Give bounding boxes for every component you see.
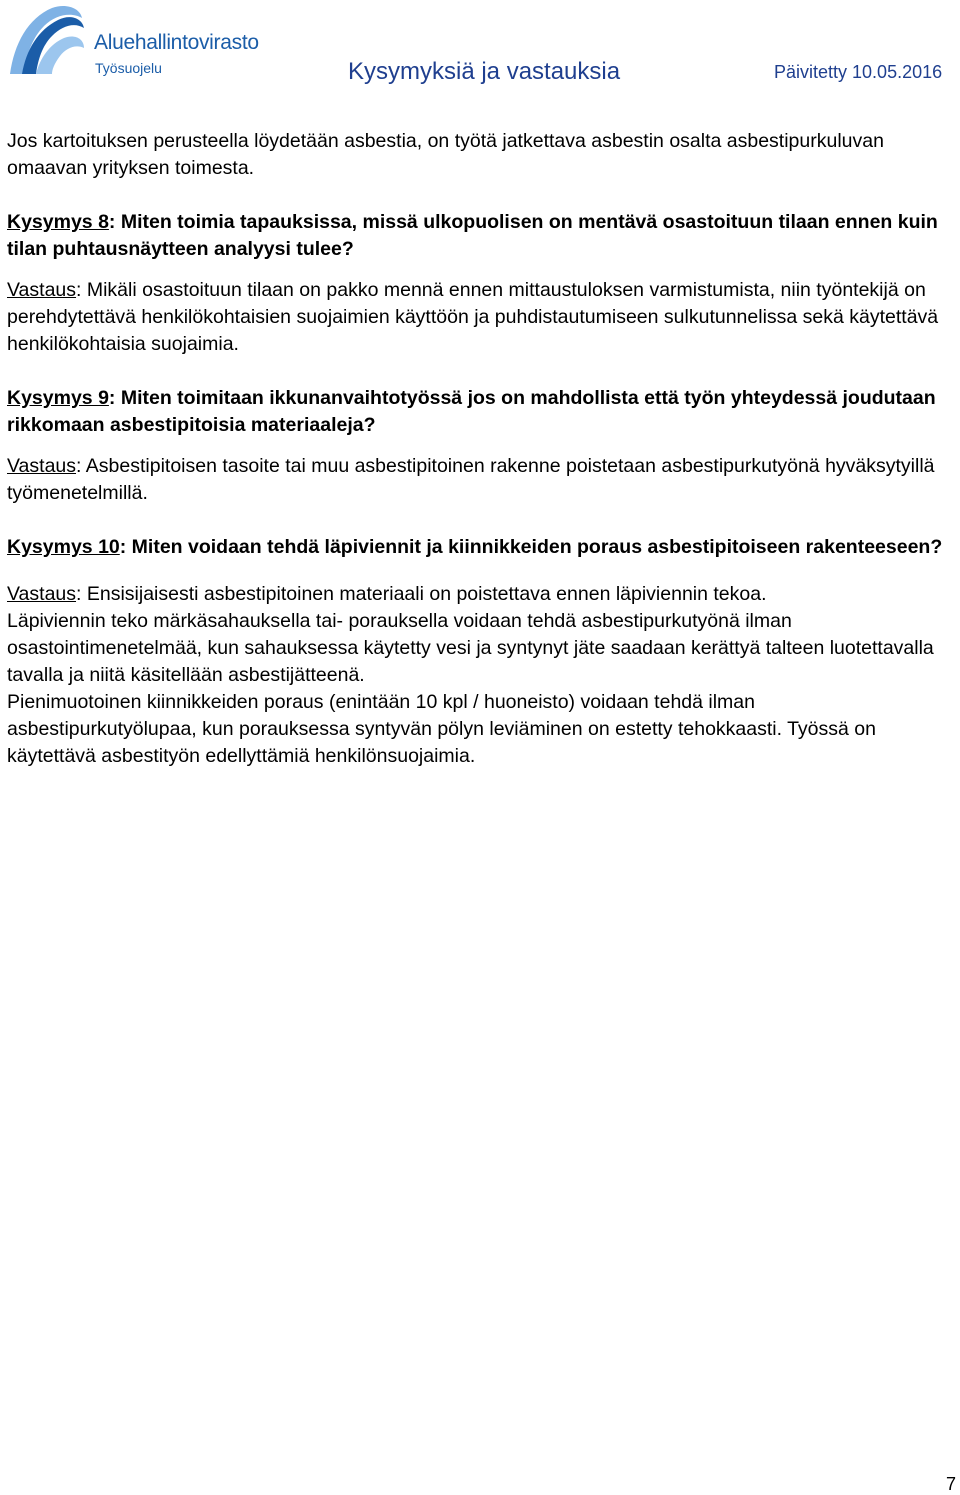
question-9-text: : Miten toimitaan ikkunanvaihtotyössä jos on mahdollista että työn yhteydessä joudutaan rikkomaan asbestipitoisia materiaaleja?	[7, 387, 936, 436]
answer-8-text: : Mikäli osastoituun tilaan on pakko mennä ennen mittaustuloksen varmistumista, niin työntekijä on perehdytettävä henkilökohtaisien suojaimien käyttöön ja puhdistautumiseen sulkutunnelissa sekä käytettävä henkilökohtaisia suojaimia.	[7, 279, 939, 355]
answer-9-text: : Asbestipitoisen tasoite tai muu asbestipitoinen rakenne poistetaan asbestipurkutyönä hyväksytyillä työmenetelmillä.	[7, 455, 935, 504]
answer-10-label: Vastaus	[7, 583, 77, 605]
question-9	[7, 385, 947, 439]
answer-9	[7, 453, 947, 507]
question-9-label: Kysymys 9	[7, 387, 109, 409]
question-10	[7, 534, 947, 561]
intro-paragraph: Jos kartoituksen perusteella löydetään asbestia, on työtä jatkettava asbestin osalta asbestipurkuluvan omaavan yrityksen toimesta.	[7, 130, 884, 179]
answer-8	[7, 277, 947, 358]
avi-logo-mark-icon	[6, 4, 86, 78]
avi-logo	[6, 4, 266, 78]
page-number: 7	[945, 1474, 956, 1494]
logo-organization-name: Aluehallintovirasto	[94, 31, 259, 54]
question-8	[7, 209, 947, 263]
question-8-label: Kysymys 8	[7, 211, 109, 233]
question-10-label: Kysymys 10	[7, 536, 120, 558]
answer-8-label: Vastaus	[7, 279, 77, 301]
answer-9-label: Vastaus	[7, 455, 77, 477]
answer-10-paragraph-3: Pienimuotoinen kiinnikkeiden poraus (enintään 10 kpl / huoneisto) voidaan tehdä ilman asbestipurkutyölupaa, kun porauksessa syntyvän pölyn leviäminen on estetty tehokkaasti. Työssä on käytettävä asbestityön edellyttämiä henkilönsuojaimia.	[7, 691, 876, 767]
logo-unit-name: Työsuojelu	[95, 60, 162, 76]
question-10-text: : Miten voidaan tehdä läpiviennit ja kiinnikkeiden poraus asbestipitoiseen rakenteeseen?	[119, 536, 943, 558]
page-header	[0, 0, 960, 90]
answer-10	[7, 581, 947, 608]
document-body	[7, 128, 947, 770]
answer-10-text: : Ensisijaisesti asbestipitoinen materiaali on poistettava ennen läpiviennin tekoa.	[76, 583, 767, 605]
answer-10-paragraph-2: Läpiviennin teko märkäsahauksella tai- porauksella voidaan tehdä asbestipurkutyönä ilman osastointimenetelmää, kun sahauksessa käytetty vesi ja syntynyt jäte saadaan kerättyä talteen luotettavalla tavalla ja niitä käsitellään asbestijätteenä.	[7, 610, 934, 686]
document-title: Kysymyksiä ja vastauksia	[348, 58, 621, 85]
updated-date: Päivitetty 10.05.2016	[774, 62, 943, 82]
question-8-text: : Miten toimia tapauksissa, missä ulkopuolisen on mentävä osastoituun tilaan ennen kuin tilan puhtausnäytteen analyysi tulee?	[7, 211, 938, 260]
